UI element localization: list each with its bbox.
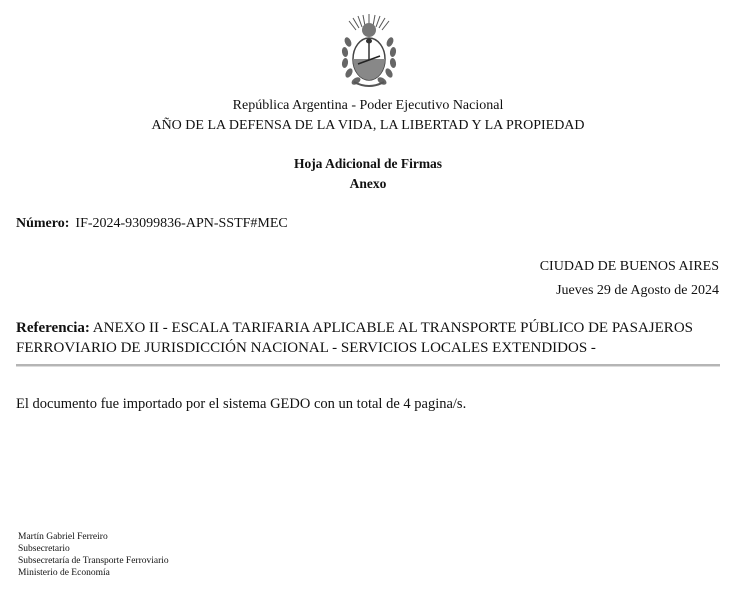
divider	[16, 364, 720, 367]
argentina-coat-of-arms-icon	[336, 12, 402, 92]
issuer-line: República Argentina - Poder Ejecutivo Nacional	[232, 98, 504, 113]
signature-block	[18, 531, 169, 579]
numero-label: Número:	[16, 216, 70, 231]
reference	[16, 318, 726, 358]
city: CIUDAD DE BUENOS AIRES	[539, 259, 719, 274]
referencia-text: ANEXO II - ESCALA TARIFARIA APLICABLE AL TRANSPORTE PÚBLICO DE PASAJEROS FERROVIARIO DE JURISDICCIÓN NACIONAL - SERVICIOS LOCALES EXTENDIDOS -	[16, 320, 693, 356]
signer-role: Subsecretario	[18, 544, 70, 554]
signer-ministry: Ministerio de Economía	[18, 568, 110, 578]
signer-office: Subsecretaría de Transporte Ferroviario	[18, 556, 169, 566]
document-title: Hoja Adicional de Firmas	[293, 156, 443, 171]
referencia-label: Referencia:	[16, 320, 90, 336]
numero-value: IF-2024-93099836-APN-SSTF#MEC	[75, 216, 288, 231]
document-number	[16, 216, 288, 232]
document-subtitle: Anexo	[349, 176, 387, 191]
import-note: El documento fue importado por el sistema GEDO con un total de 4 pagina/s.	[16, 396, 467, 412]
date: Jueves 29 de Agosto de 2024	[556, 283, 719, 298]
year-motto: AÑO DE LA DEFENSA DE LA VIDA, LA LIBERTAD Y LA PROPIEDAD	[151, 118, 585, 133]
signer-name: Martín Gabriel Ferreiro	[18, 532, 108, 542]
